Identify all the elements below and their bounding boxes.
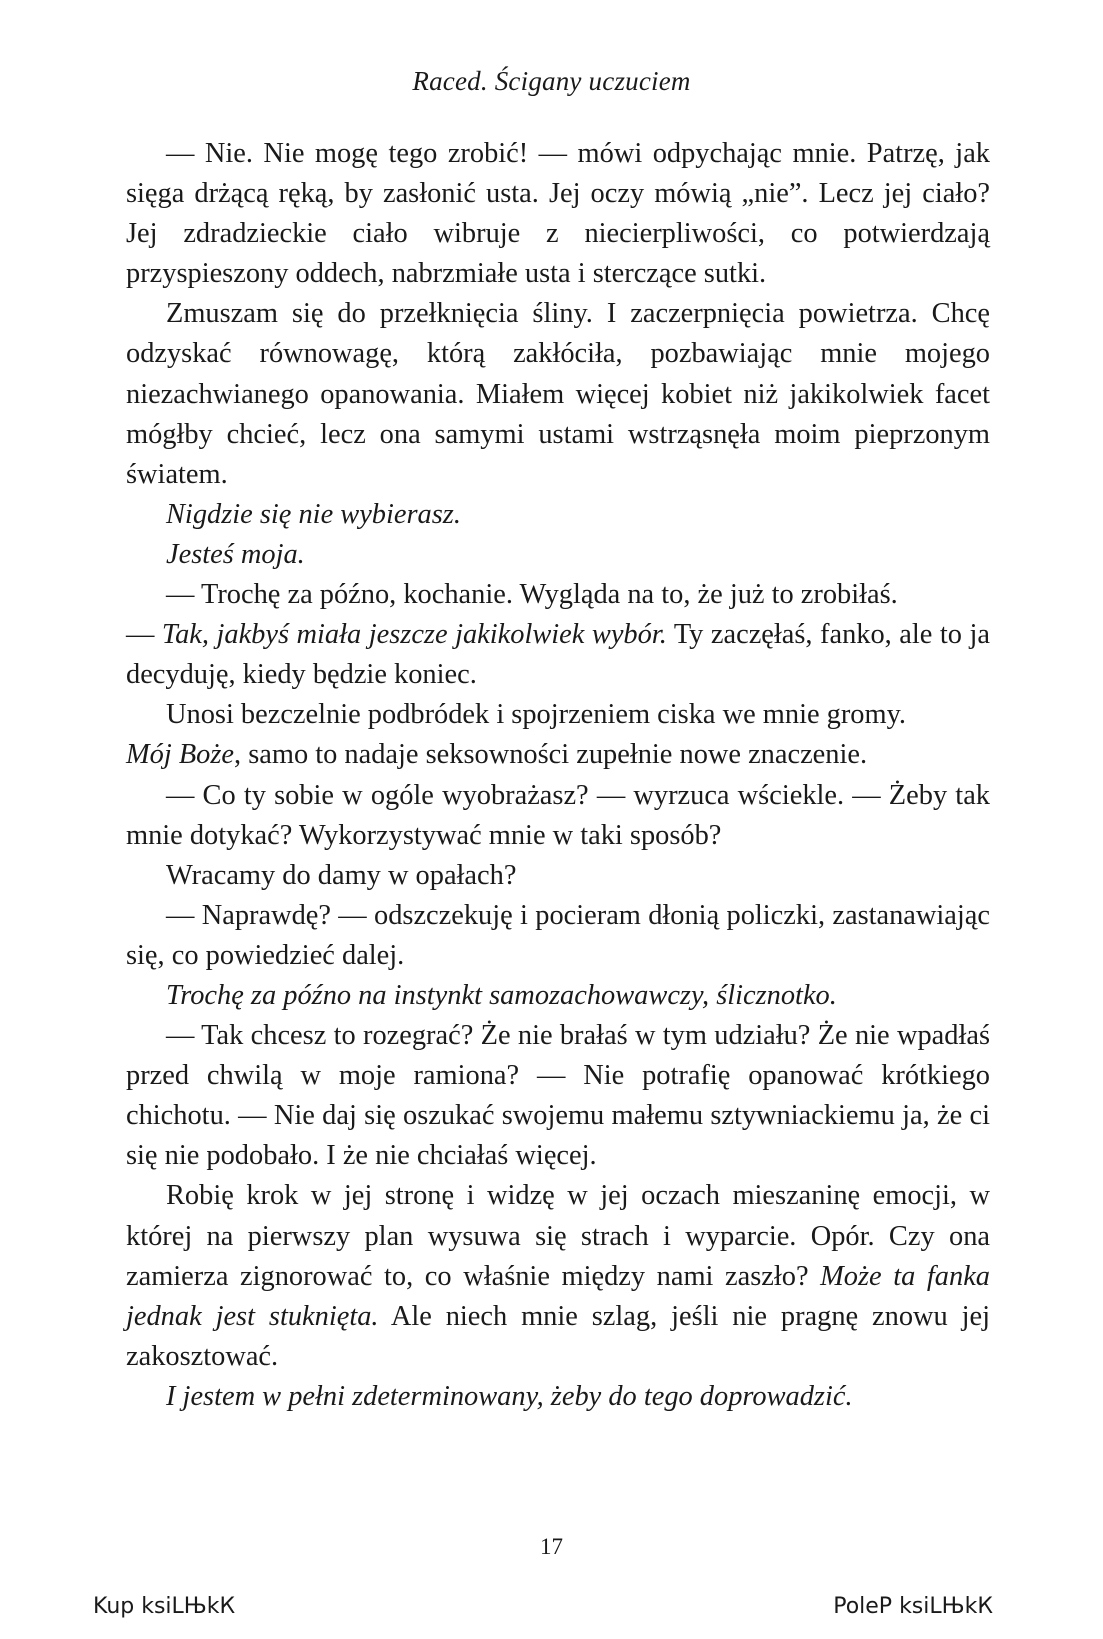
italic-thought: Może ta fanka jednak jest stuknięta. — [126, 1260, 990, 1332]
text-run: Robię krok w jej stronę i widzę w jej oczach mieszaninę emocji, w której na pierwszy plan wysuwa się strach i wyparcie. Opór. Czy ona zamierza zignorować to, co właśnie między nami zaszło? — [126, 1180, 990, 1292]
page-body — [126, 134, 990, 1417]
italic-thought: Trochę za późno na instynkt samozachowawczy, ślicznotko. — [166, 979, 837, 1011]
paragraph-4 — [126, 535, 990, 575]
recommend-book-link[interactable]: PoleР ksiLЊkК — [833, 1594, 993, 1619]
text-run: Ty zaczęłaś, fanko, ale to ja decyduję, kiedy będzie koniec. — [126, 619, 990, 691]
paragraph-7: Unosi bezczelnie podbródek i spojrzeniem ciska we mnie gromy. — [166, 699, 907, 731]
paragraph-7b — [126, 735, 990, 775]
text-run: , samo to nadaje seksowności zupełnie nowe znaczenie. — [234, 739, 868, 771]
paragraph-14 — [126, 1377, 990, 1417]
italic-thought: Nigdzie się nie wybierasz. — [166, 498, 461, 530]
text-run: Ale niech mnie szlag, jeśli nie pragnę znowu jej zakosztować. — [126, 1300, 990, 1372]
paragraph-5: — Trochę za późno, kochanie. Wygląda na to, że już to zrobiłaś. — [166, 579, 898, 611]
paragraph-1: — Nie. Nie mogę tego zrobić! — mówi odpychając mnie. Patrzę, jak sięga drżącą ręką, by zasłonić usta. Jej oczy mówią „nie”. Lecz jej ciało? Jej zdradzieckie ciało wibruje z niecierpliwości, co potwierdzają przyspieszony oddech, nabrzmiałe usta i sterczące sutki. — [126, 138, 990, 290]
buy-book-link[interactable]: Kup ksiLЊkК — [93, 1594, 236, 1619]
paragraph-13 — [126, 1176, 990, 1376]
italic-thought: Mój Boże — [126, 739, 235, 771]
paragraph-8: — Co ty sobie w ogóle wyobrażasz? — wyrzuca wściekle. — Żeby tak mnie dotykać? Wykorzystywać mnie w taki sposób? — [126, 779, 990, 851]
paragraph-12: — Tak chcesz to rozegrać? Że nie brałaś w tym udziału? Że nie wpadłaś przed chwilą w moje ramiona? — Nie potrafię opanować krótkiego chichotu. — Nie daj się oszukać swojemu małemu sztywniackiemu ja, że ci się nie podobało. I że nie chciałaś więcej. — [126, 1020, 990, 1172]
italic-thought: Tak, jakbyś miała jeszcze jakikolwiek wybór. — [161, 619, 667, 651]
italic-thought: Jesteś moja. — [166, 538, 305, 570]
page-number: 17 — [540, 1534, 563, 1559]
italic-thought: I jestem w pełni zdeterminowany, żeby do tego doprowadzić. — [166, 1380, 853, 1412]
running-header: Raced. Ścigany uczuciem — [412, 66, 691, 96]
paragraph-11 — [126, 976, 990, 1016]
paragraph-2: Zmuszam się do przełknięcia śliny. I zaczerpnięcia powietrza. Chcę odzyskać równowagę, którą zakłóciła, pozbawiając mnie mojego niezachwianego opanowania. Miałem więcej kobiet niż jakikolwiek facet mógłby chcieć, lecz ona samymi ustami wstrząsnęła moim pieprzonym światem. — [126, 298, 990, 490]
paragraph-6 — [126, 615, 990, 695]
paragraph-10: — Naprawdę? — odszczekuję i pocieram dłonią policzki, zastanawiając się, co powiedzieć dalej. — [126, 899, 990, 971]
paragraph-9: Wracamy do damy w opałach? — [166, 859, 517, 891]
dash: — — [126, 619, 162, 651]
paragraph-3 — [126, 495, 990, 535]
